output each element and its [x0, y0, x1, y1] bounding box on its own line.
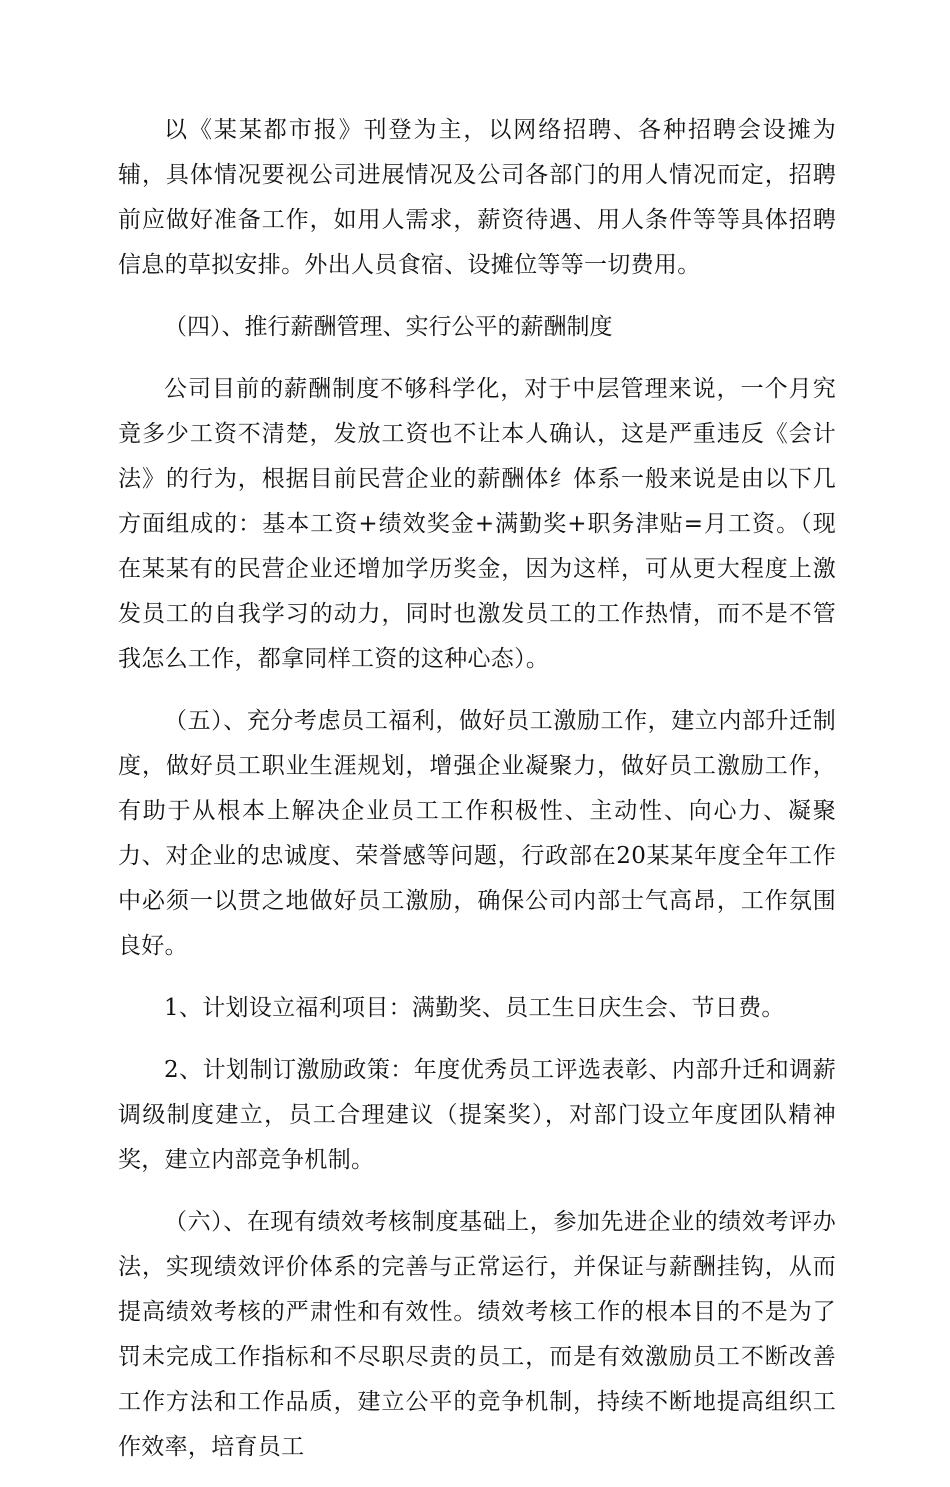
section-heading-salary: （四）、推行薪酬管理、实行公平的薪酬制度 — [164, 314, 613, 340]
list-item-welfare-plan: 1、计划设立福利项目：满勤奖、员工生日庆生会、节日费。 — [164, 995, 785, 1021]
paragraph-salary-system: 公司目前的薪酬制度不够科学化，对于中层管理来说，一个月究竟多少工资不清楚，发放工资也不让本人确认，这是严重违反《会计法》的行为，根据目前民营企业的薪酬体纟体系一般来说是由以下几方面组成的：基本工资+绩效奖金+满勤奖+职务津贴=月工资。（现在某某有的民营企业还增加学历奖金，因为这样，可从更大程度上激发员工的自我学习的动力，同时也激发员工的工作热情，而不是不管我怎么工作，都拿同样工资的这种心态）。 — [118, 376, 836, 672]
paragraph-employee-welfare: （五）、充分考虑员工福利，做好员工激励工作，建立内部升迁制度，做好员工职业生涯规划，增强企业凝聚力，做好员工激励工作，有助于从根本上解决企业员工工作积极性、主动性、向心力、凝聚力、对企业的忠诚度、荣誉感等问题，行政部在20某某年度全年工作中必须一以贯之地做好员工激励，确保公司内部士气高昂，工作氛围良好。 — [118, 708, 836, 959]
paragraph-recruitment-channels: 以《某某都市报》刊登为主，以网络招聘、各种招聘会设摊为辅，具体情况要视公司进展情况及公司各部门的用人情况而定，招聘前应做好准备工作，如用人需求，薪资待遇、用人条件等等具体招聘信息的草拟安排。外出人员食宿、设摊位等等一切费用。 — [118, 117, 836, 278]
document-page — [118, 108, 836, 1487]
list-item-incentive-plan: 2、计划制订激励政策：年度优秀员工评选表彰、内部升迁和调薪调级制度建立，员工合理建议（提案奖），对部门设立年度团队精神奖，建立内部竞争机制。 — [118, 1057, 836, 1173]
paragraph-performance-appraisal: （六）、在现有绩效考核制度基础上，参加先进企业的绩效考评办法，实现绩效评价体系的完善与正常运行，并保证与薪酬挂钩，从而提高绩效考核的严肃性和有效性。绩效考核工作的根本目的不是为了罚未完成工作指标和不尽职尽责的员工，而是有效激励员工不断改善工作方法和工作品质，建立公平的竞争机制，持续不断地提高组织工作效率，培育员工 — [118, 1209, 836, 1460]
